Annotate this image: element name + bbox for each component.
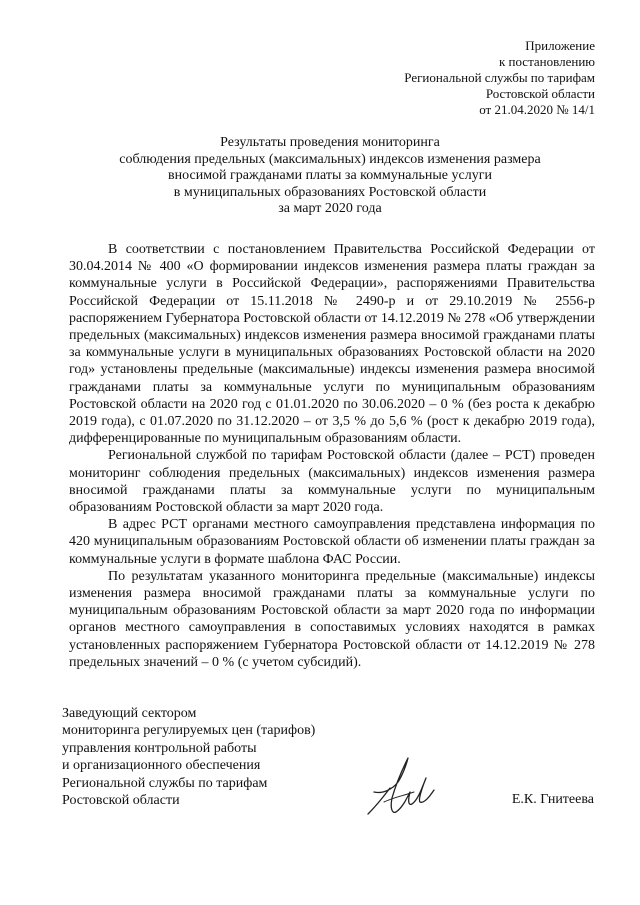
title-line: Результаты проведения мониторинга <box>220 135 440 150</box>
body-paragraph: В соответствии с постановлением Правительства Российской Федерации от 30.04.2014 № 400 «О формировании индексов изменения размера платы граждан за коммунальные услуги в Российской Федерации», распоряжениями Правительства Российской Федерации от 15.11.2018 № 2490-р и от 29.10.2019 № 2556-р распоряжением Губернатора Ростовской области от 14.12.2019 № 278 «Об утверждении предельных (максимальных) индексов изменения размера вносимой гражданами платы за коммунальные услуги в муниципальных образованиях Ростовской области на 2020 год» установлены предельные (максимальные) индексы изменения размера вносимой гражданами платы за коммунальные услуги по муниципальным образованиям Ростовской области на 2020 год с 01.01.2020 по 30.06.2020 – 0 % (без роста к декабрю 2019 года), с 01.07.2020 по 31.12.2020 – от 3,5 % до 5,6 % (рост к декабрю 2019 года), дифференцированные по муниципальным образованиям области. <box>69 242 595 447</box>
title-line: соблюдения предельных (максимальных) индексов изменения размера <box>119 151 541 167</box>
document-body <box>69 241 595 671</box>
appendix-line: к постановлению <box>498 54 595 69</box>
signatory-name: Е.К. Гнитеева <box>511 792 594 807</box>
position-line: Заведующий сектором <box>62 706 197 721</box>
appendix-line: Ростовской области <box>485 86 595 101</box>
title-line: за март 2020 года <box>278 201 382 216</box>
position-line: управления контрольной работы <box>62 740 257 756</box>
title-line: вносимой гражданами платы за коммунальные услуги <box>168 168 492 183</box>
body-paragraph: Региональной службой по тарифам Ростовской области (далее – РСТ) проведен мониторинг соблюдения предельных (максимальных) индексов изменения размера вносимой гражданами платы за коммунальные услуги по муниципальным образованиям Ростовской области за март 2020 года. <box>69 448 595 516</box>
title-line: в муниципальных образованиях Ростовской области <box>173 184 487 200</box>
position-line: Ростовской области <box>62 793 180 809</box>
signatory-position <box>62 705 315 809</box>
body-paragraph: В адрес РСТ органами местного самоуправления представлена информация по 420 муниципальным образованиям Ростовской области об изменении платы граждан за коммунальные услуги в формате шаблона ФАС России. <box>69 517 595 567</box>
position-line: Региональной службы по тарифам <box>62 775 268 791</box>
appendix-line: Региональной службы по тарифам <box>404 70 595 85</box>
document-title <box>60 135 600 218</box>
body-paragraph: По результатам указанного мониторинга предельные (максимальные) индексы изменения размера вносимой гражданами платы за коммунальные услуги по муниципальным образованиям Ростовской области за март 2020 года по информации органов местного самоуправления в сопоставимых условиях находятся в рамках установленных распоряжением Губернатора Ростовской области от 14.12.2019 № 278 предельных значений – 0 % (с учетом субсидий). <box>69 568 595 670</box>
appendix-line: от 21.04.2020 № 14/1 <box>479 102 595 117</box>
handwritten-signature <box>362 752 438 824</box>
appendix-header <box>404 38 595 118</box>
position-line: и организационного обеспечения <box>62 758 261 774</box>
position-line: мониторинга регулируемых цен (тарифов) <box>62 723 316 739</box>
appendix-line: Приложение <box>525 38 595 53</box>
